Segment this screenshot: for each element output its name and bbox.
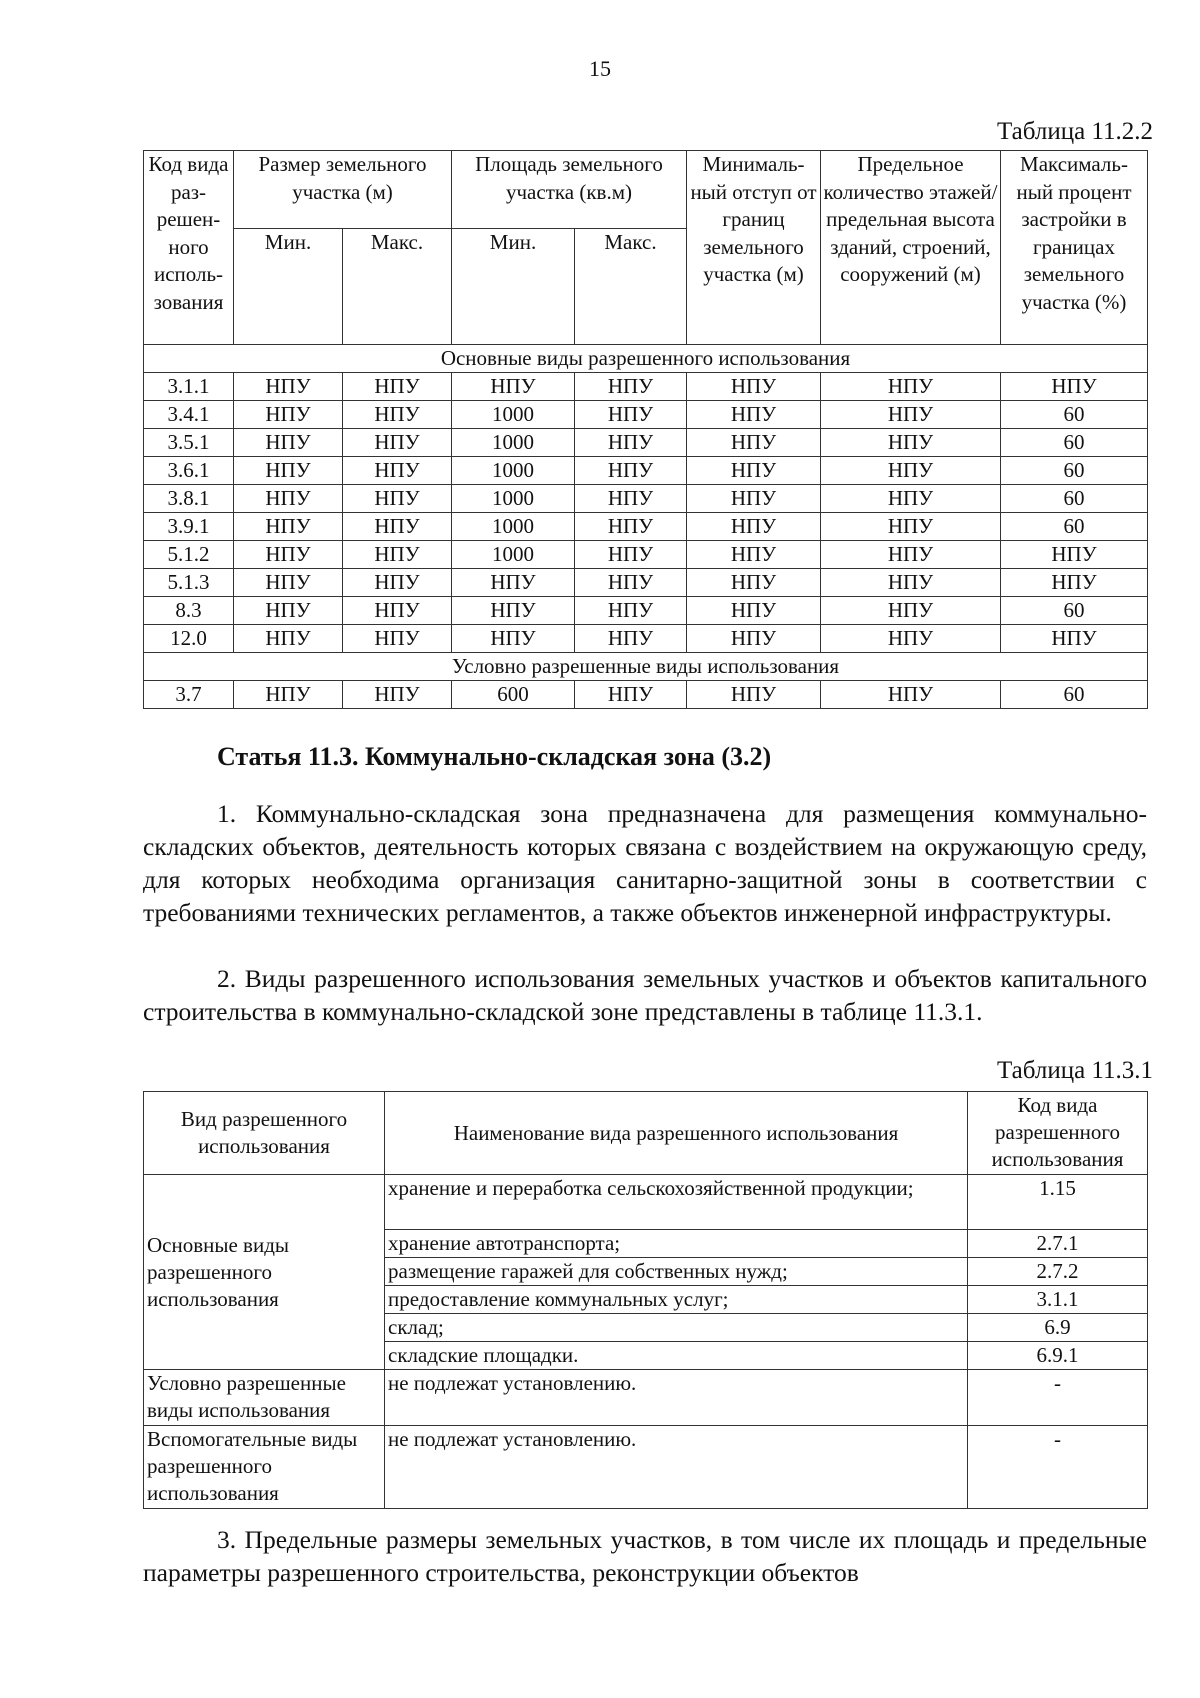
cell: НПУ (343, 373, 452, 401)
paragraph-3 (143, 1523, 1147, 1589)
header-area-min: Мин. (452, 229, 575, 345)
header-code: Код вида раз- решен- ного исполь- зования (144, 151, 234, 345)
cell: НПУ (687, 485, 821, 513)
permitted-use-table (143, 1091, 1148, 1509)
table-row (144, 597, 1148, 625)
cell: НПУ (821, 485, 1001, 513)
paragraph-text: 2. Виды разрешенного использования земельных участков и объектов капитального строительства в коммунально-складской зоне представлены в таблице 11.3.1. (143, 964, 1147, 1026)
use-name: не подлежат установлению. (385, 1370, 968, 1426)
use-code: - (968, 1370, 1148, 1426)
header-name: Наименование вида разрешенного использования (385, 1092, 968, 1175)
cell: НПУ (343, 457, 452, 485)
header-code: Код вида разрешенного использования (968, 1092, 1148, 1175)
table-row (144, 513, 1148, 541)
cell: НПУ (234, 485, 343, 513)
cell: 1000 (452, 541, 575, 569)
cell: НПУ (1001, 541, 1148, 569)
cell: 5.1.2 (144, 541, 234, 569)
cell: НПУ (343, 429, 452, 457)
cell: НПУ (687, 569, 821, 597)
table-row (144, 373, 1148, 401)
cell: НПУ (687, 513, 821, 541)
article-heading: Статья 11.3. Коммунально-складская зона (3.2) (217, 742, 772, 771)
table-caption: Таблица 11.3.1 (997, 1057, 1153, 1084)
cell: 60 (1001, 429, 1148, 457)
table-row (144, 541, 1148, 569)
cell: 8.3 (144, 597, 234, 625)
cell: 1000 (452, 429, 575, 457)
use-name: предоставление коммунальных услуг; (385, 1286, 968, 1314)
cell: НПУ (821, 569, 1001, 597)
cell: НПУ (234, 597, 343, 625)
cell: НПУ (343, 541, 452, 569)
section-main-title: Основные виды разрешенного использования (144, 345, 1148, 373)
cell: НПУ (575, 429, 687, 457)
cell: 3.1.1 (144, 373, 234, 401)
cell: НПУ (821, 373, 1001, 401)
cell: 60 (1001, 485, 1148, 513)
cell: НПУ (821, 513, 1001, 541)
cell: 3.4.1 (144, 401, 234, 429)
cell: 3.5.1 (144, 429, 234, 457)
use-name: не подлежат установлению. (385, 1426, 968, 1509)
cell: НПУ (575, 485, 687, 513)
cell: 3.9.1 (144, 513, 234, 541)
cell: 60 (1001, 401, 1148, 429)
cell: НПУ (1001, 569, 1148, 597)
cell: НПУ (575, 597, 687, 625)
use-code: 6.9 (968, 1314, 1148, 1342)
cell: 60 (1001, 513, 1148, 541)
page-number: 15 (589, 56, 611, 81)
table-row (144, 485, 1148, 513)
cell: 5.1.3 (144, 569, 234, 597)
cell: НПУ (575, 569, 687, 597)
cell: НПУ (687, 597, 821, 625)
cell: НПУ (234, 429, 343, 457)
paragraph-text: 1. Коммунально-складская зона предназначена для размещения коммунально-складских объектов, деятельность которых связана с воздействием на окружающую среду, для которых необходима организация санитарно-защитной зоны в соответствии с требованиями технических регламентов, а также объектов инженерной инфраструктуры. (143, 799, 1147, 927)
use-code: 1.15 (968, 1175, 1148, 1230)
group-conditional: Условно разрешенные виды использования (144, 1370, 385, 1426)
use-name: хранение автотранспорта; (385, 1230, 968, 1258)
cell: 12.0 (144, 625, 234, 653)
section-conditional-title: Условно разрешенные виды использования (144, 653, 1148, 681)
cell: НПУ (575, 681, 687, 709)
cell: НПУ (821, 597, 1001, 625)
cell: 1000 (452, 513, 575, 541)
table-row (144, 1426, 1148, 1509)
header-size-max: Макс. (343, 229, 452, 345)
cell: НПУ (452, 625, 575, 653)
cell: НПУ (343, 569, 452, 597)
cell: НПУ (1001, 373, 1148, 401)
cell: НПУ (821, 681, 1001, 709)
table-caption: Таблица 11.2.2 (997, 118, 1153, 145)
cell: НПУ (687, 681, 821, 709)
cell: НПУ (687, 625, 821, 653)
cell: НПУ (234, 373, 343, 401)
cell: НПУ (575, 401, 687, 429)
cell: 3.6.1 (144, 457, 234, 485)
use-name: размещение гаражей для собственных нужд; (385, 1258, 968, 1286)
cell: НПУ (234, 681, 343, 709)
cell: 1000 (452, 485, 575, 513)
cell: НПУ (687, 541, 821, 569)
table-row (144, 457, 1148, 485)
cell: НПУ (234, 513, 343, 541)
cell: НПУ (575, 513, 687, 541)
table-row (144, 569, 1148, 597)
cell: НПУ (687, 373, 821, 401)
cell: НПУ (234, 569, 343, 597)
header-area: Площадь земельного участка (кв.м) (452, 151, 687, 229)
use-code: 2.7.1 (968, 1230, 1148, 1258)
cell: НПУ (234, 401, 343, 429)
cell: 3.7 (144, 681, 234, 709)
table-row (144, 1175, 1148, 1230)
table-row (144, 429, 1148, 457)
cell: НПУ (821, 429, 1001, 457)
header-floors: Предельное количество этажей/ предельная высота зданий, строений, сооружений (м) (821, 151, 1001, 345)
cell: 60 (1001, 457, 1148, 485)
cell: 600 (452, 681, 575, 709)
header-size-min: Мин. (234, 229, 343, 345)
cell: 3.8.1 (144, 485, 234, 513)
cell: НПУ (575, 373, 687, 401)
cell: НПУ (452, 597, 575, 625)
cell: НПУ (821, 401, 1001, 429)
cell: НПУ (687, 401, 821, 429)
cell: НПУ (687, 457, 821, 485)
use-code: 3.1.1 (968, 1286, 1148, 1314)
table-row (144, 1370, 1148, 1426)
cell: НПУ (343, 401, 452, 429)
limits-table (143, 150, 1148, 709)
cell: НПУ (234, 457, 343, 485)
use-code: 6.9.1 (968, 1342, 1148, 1370)
cell: 1000 (452, 457, 575, 485)
cell: 60 (1001, 681, 1148, 709)
use-code: 2.7.2 (968, 1258, 1148, 1286)
cell: НПУ (343, 485, 452, 513)
cell: НПУ (234, 541, 343, 569)
cell: НПУ (452, 373, 575, 401)
header-percent: Максималь- ный процент застройки в границах земельного участка (%) (1001, 151, 1148, 345)
table-row (144, 681, 1148, 709)
paragraph-2 (143, 962, 1147, 1028)
header-area-max: Макс. (575, 229, 687, 345)
cell: НПУ (343, 625, 452, 653)
cell: НПУ (343, 597, 452, 625)
cell: НПУ (234, 625, 343, 653)
cell: НПУ (575, 457, 687, 485)
header-size: Размер земельного участка (м) (234, 151, 452, 229)
cell: НПУ (575, 625, 687, 653)
paragraph-1 (143, 797, 1147, 929)
cell: 60 (1001, 597, 1148, 625)
header-kind: Вид разрешенного использования (144, 1092, 385, 1175)
use-code: - (968, 1426, 1148, 1509)
cell: НПУ (343, 681, 452, 709)
cell: НПУ (821, 625, 1001, 653)
header-offset: Минималь- ный отступ от границ земельного участка (м) (687, 151, 821, 345)
cell: НПУ (343, 513, 452, 541)
cell: НПУ (1001, 625, 1148, 653)
use-name: складские площадки. (385, 1342, 968, 1370)
table-row (144, 401, 1148, 429)
cell: НПУ (821, 457, 1001, 485)
paragraph-text: 3. Предельные размеры земельных участков, в том числе их площадь и предельные параметры разрешенного строительства, реконструкции объектов (143, 1525, 1147, 1587)
use-name: хранение и переработка сельскохозяйственной продукции; (385, 1175, 968, 1230)
cell: НПУ (452, 569, 575, 597)
cell: НПУ (687, 429, 821, 457)
group-auxiliary: Вспомогательные виды разрешенного использования (144, 1426, 385, 1509)
table-row (144, 625, 1148, 653)
use-name: склад; (385, 1314, 968, 1342)
cell: 1000 (452, 401, 575, 429)
cell: НПУ (575, 541, 687, 569)
group-main: Основные виды разрешенного использования (144, 1175, 385, 1370)
cell: НПУ (821, 541, 1001, 569)
